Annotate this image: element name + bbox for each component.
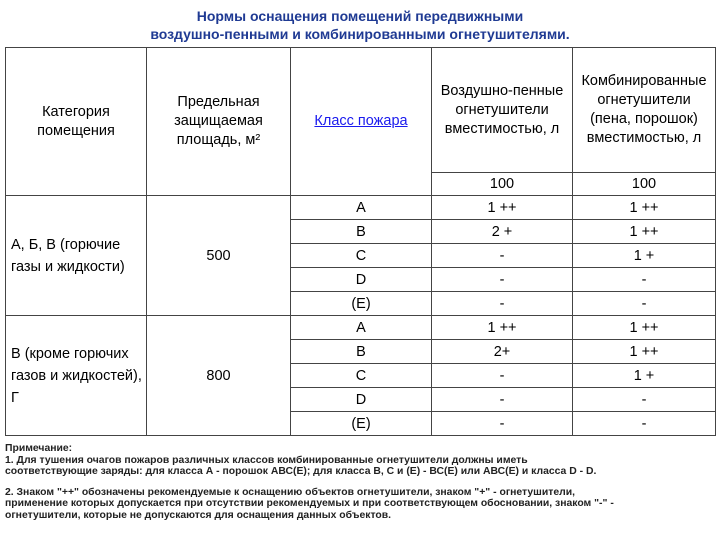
combined-cell: 1 ++ (573, 316, 716, 340)
area-cell: 500 (147, 196, 291, 316)
note-item-2-line-3: огнетушители, которые не допускаются для оснащения данных объектов. (5, 509, 392, 521)
air-foam-cell: - (432, 244, 573, 268)
fire-class-cell: A (291, 316, 432, 340)
header-air-foam: Воздушно-пенные огнетушители вместимостью, л (432, 48, 573, 173)
header-combined-capacity: 100 (573, 173, 716, 196)
header-fire-class (291, 48, 432, 196)
air-foam-cell: - (432, 364, 573, 388)
header-area: Предельная защищаемая площадь, м² (147, 48, 291, 196)
combined-cell: - (573, 268, 716, 292)
category-cell: В (кроме горючих газов и жидкостей), Г (6, 316, 147, 436)
header-category: Категория помещения (6, 48, 147, 196)
area-cell: 800 (147, 316, 291, 436)
combined-cell: - (573, 412, 716, 436)
fire-class-cell: A (291, 196, 432, 220)
combined-cell: 1 ++ (573, 340, 716, 364)
air-foam-cell: - (432, 268, 573, 292)
page-title (0, 7, 720, 43)
air-foam-cell: - (432, 388, 573, 412)
air-foam-cell: 2 + (432, 220, 573, 244)
fire-class-link[interactable]: Класс пожара (314, 113, 408, 129)
combined-cell: - (573, 292, 716, 316)
air-foam-cell: 1 ++ (432, 316, 573, 340)
header-air-foam-capacity: 100 (432, 173, 573, 196)
air-foam-cell: - (432, 292, 573, 316)
fire-class-cell: (E) (291, 292, 432, 316)
table-row (6, 316, 716, 340)
combined-cell: 1 + (573, 244, 716, 268)
air-foam-cell: - (432, 412, 573, 436)
title-line-1: Нормы оснащения помещений передвижными (196, 8, 524, 24)
norms-table (5, 47, 716, 436)
note-item-1-line-1: 1. Для тушения очагов пожаров различных классов комбинированные огнетушители должны иметь (5, 454, 528, 466)
combined-cell: 1 + (573, 364, 716, 388)
combined-cell: 1 ++ (573, 196, 716, 220)
note-heading: Примечание: (5, 443, 73, 454)
note-item-2-line-2: применение которых допускается при отсутствии рекомендуемых и при соответствующем обосновании, знаком "-" - (5, 498, 614, 509)
header-combined: Комбинированные огнетушители (пена, порошок) вместимостью, л (573, 48, 716, 173)
table-header-row (6, 48, 716, 173)
fire-class-cell: D (291, 268, 432, 292)
footnote (5, 443, 717, 521)
combined-cell: - (573, 388, 716, 412)
fire-class-cell: (E) (291, 412, 432, 436)
fire-class-cell: C (291, 244, 432, 268)
table-row (6, 196, 716, 220)
note-item-2-line-1: 2. Знаком "++" обозначены рекомендуемые к оснащению объектов огнетушители, знаком "+" - огнетушители, (5, 486, 575, 498)
combined-cell: 1 ++ (573, 220, 716, 244)
category-cell: А, Б, В (горючие газы и жидкости) (6, 196, 147, 316)
note-item-1-line-2: соответствующие заряды: для класса А - порошок АВС(Е); для класса В, С и (Е) - ВС(Е) или АВС(Е) и класса D - D. (5, 466, 597, 477)
fire-class-cell: D (291, 388, 432, 412)
fire-class-cell: C (291, 364, 432, 388)
air-foam-cell: 1 ++ (432, 196, 573, 220)
title-line-2: воздушно-пенными и комбинированными огнетушителями. (150, 26, 570, 42)
air-foam-cell: 2+ (432, 340, 573, 364)
fire-class-cell: B (291, 340, 432, 364)
fire-class-cell: B (291, 220, 432, 244)
